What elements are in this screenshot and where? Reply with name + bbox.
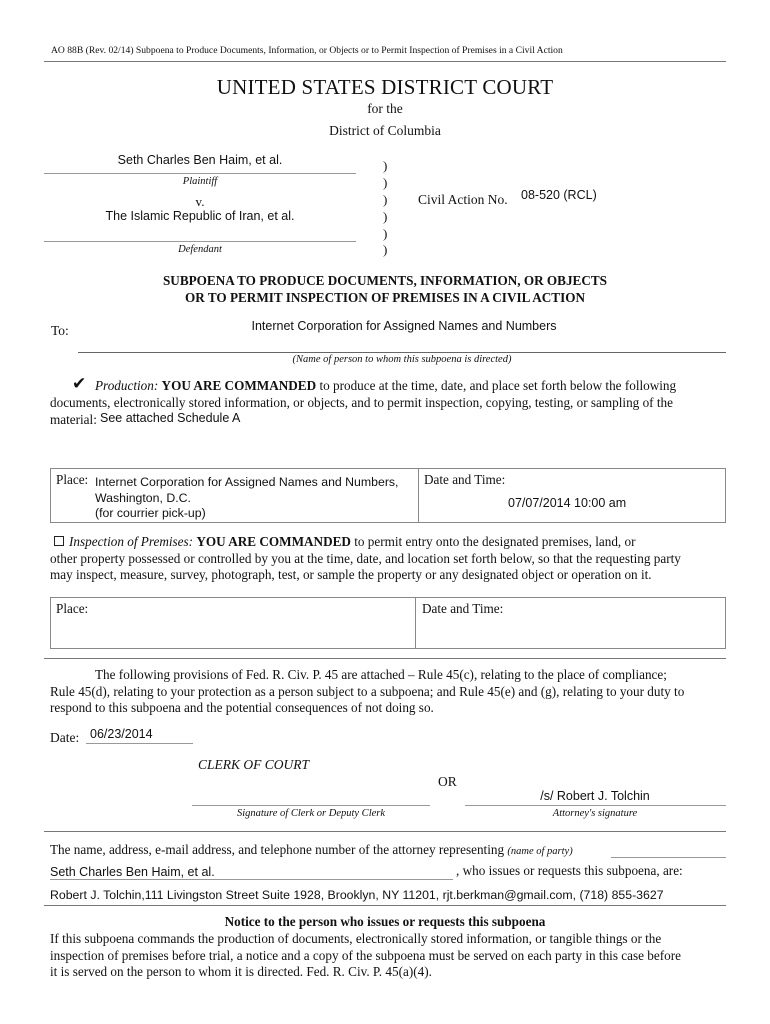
plaintiff-label: Plaintiff — [182, 176, 218, 187]
material-field[interactable]: See attached Schedule A — [100, 411, 241, 425]
clerk-signature-line — [192, 805, 430, 806]
inspection-place-box — [50, 597, 726, 649]
section-rule — [44, 905, 726, 906]
date-line — [86, 743, 193, 744]
to-label: To: — [51, 323, 69, 338]
plaintiff-field[interactable]: Seth Charles Ben Haim, et al. — [117, 153, 283, 167]
paren: ) — [383, 242, 388, 257]
subpoena-title-line2: OR TO PERMIT INSPECTION OF PREMISES IN A CIVIL ACTION — [185, 290, 585, 305]
section-rule — [44, 658, 726, 659]
paren: ) — [383, 209, 388, 224]
inspection-title: Inspection of Premises: — [69, 534, 194, 549]
name-of-party-hint: (name of party) — [507, 846, 573, 857]
place-line3: (for courrier pick-up) — [95, 506, 206, 520]
paren: ) — [383, 158, 388, 173]
material-label: material: — [50, 412, 97, 427]
attorney-signature-label: Attorney's signature — [552, 808, 638, 819]
place-label: Place: — [56, 472, 89, 487]
court-title: UNITED STATES DISTRICT COURT — [216, 75, 554, 99]
attorney-intro — [50, 842, 573, 858]
production-checkbox[interactable]: ✔ — [72, 374, 87, 393]
paren: ) — [383, 226, 388, 241]
civil-action-field[interactable]: 08-520 (RCL) — [521, 188, 597, 202]
notice-title: Notice to the person who issues or requests this subpoena — [224, 914, 546, 929]
defendant-label: Defendant — [178, 244, 222, 255]
place-line2: Washington, D.C. — [95, 490, 191, 505]
civil-action-label: Civil Action No. — [418, 192, 508, 207]
versus: v. — [195, 194, 205, 209]
party-line — [50, 879, 453, 880]
provisions-line2: Rule 45(d), relating to your protection as a person subject to a subpoena; and Rule 45(e) and (g), relating to your duty to — [50, 684, 685, 699]
provisions-line3: respond to this subpoena and the potential consequences of not doing so. — [50, 700, 434, 715]
inspection-line1 — [50, 534, 636, 550]
header-rule — [44, 61, 726, 62]
subpoena-title-line1: SUBPOENA TO PRODUCE DOCUMENTS, INFORMATION, OR OBJECTS — [162, 273, 608, 288]
date-label: Date: — [50, 730, 80, 745]
clerk-of-court: CLERK OF COURT — [198, 757, 310, 772]
inspection-line2: other property possessed or controlled by you at the time, date, and location set forth below, so that the requesting party — [50, 551, 681, 566]
notice-line1: If this subpoena commands the production of documents, electronically stored information, or tangible things or the — [50, 931, 662, 946]
production-line2: documents, electronically stored information, or objects, and to permit inspection, copying, testing, or sampling of the — [50, 395, 673, 410]
paren: ) — [383, 175, 388, 190]
notice-line2: inspection of premises before trial, a notice and a copy of the subpoena must be served on each party in this case before — [50, 948, 681, 963]
inspection-text1: to permit entry onto the designated premises, land, or — [350, 534, 636, 549]
party-line-top — [611, 857, 726, 858]
attorney-signature-field[interactable]: /s/ Robert J. Tolchin — [540, 789, 650, 803]
section-rule — [44, 831, 726, 832]
production-text1: to produce at the time, date, and place set forth below the following — [316, 378, 677, 393]
form-id: AO 88B (Rev. 02/14) Subpoena to Produce Documents, Information, or Objects or to Permit Inspection of Premises in a Civil Action — [51, 45, 563, 56]
issues-text: , who issues or requests this subpoena, are: — [456, 863, 683, 878]
production-line1 — [95, 378, 676, 394]
inspection-place-label: Place: — [56, 601, 89, 616]
plaintiff-line — [44, 173, 356, 174]
notice-line3: it is served on the person to whom it is directed. Fed. R. Civ. P. 45(a)(4). — [50, 964, 432, 979]
production-commanded: YOU ARE COMMANDED — [161, 378, 317, 393]
production-title: Production: — [95, 378, 159, 393]
provisions-line1: The following provisions of Fed. R. Civ. P. 45 are attached – Rule 45(c), relating to the place of compliance; — [95, 667, 667, 682]
attorney-contact-field[interactable]: Robert J. Tolchin,111 Livingston Street Suite 1928, Brooklyn, NY 11201, rjt.berkman@gmail.com, (718) 855-3627 — [50, 888, 664, 902]
inspection-checkbox[interactable] — [54, 536, 64, 546]
datetime-label: Date and Time: — [424, 472, 506, 487]
recipient-field[interactable]: Internet Corporation for Assigned Names and Numbers — [251, 319, 557, 333]
place-line1: Internet Corporation for Assigned Names and Numbers, — [95, 475, 399, 489]
inspection-commanded: YOU ARE COMMANDED — [196, 534, 351, 549]
or-label: OR — [438, 774, 457, 789]
inspection-box-divider — [415, 597, 416, 649]
production-box-divider — [418, 468, 419, 523]
inspection-line3: may inspect, measure, survey, photograph, test, or sample the property or any designated object or operation on it. — [50, 567, 652, 582]
recipient-hint: (Name of person to whom this subpoena is directed) — [292, 354, 512, 365]
party-field[interactable]: Seth Charles Ben Haim, et al. — [50, 865, 215, 879]
district: District of Columbia — [329, 123, 441, 138]
defendant-line — [44, 241, 356, 242]
inspection-datetime-label: Date and Time: — [422, 601, 504, 616]
for-the: for the — [367, 101, 403, 116]
date-field[interactable]: 06/23/2014 — [90, 727, 153, 741]
place-field[interactable] — [95, 475, 398, 522]
recipient-line — [78, 352, 726, 353]
clerk-signature-label: Signature of Clerk or Deputy Clerk — [236, 808, 386, 819]
datetime-field[interactable]: 07/07/2014 10:00 am — [508, 496, 627, 510]
attorney-intro-text: The name, address, e-mail address, and telephone number of the attorney representing — [50, 842, 505, 857]
paren: ) — [383, 192, 388, 207]
defendant-field[interactable]: The Islamic Republic of Iran, et al. — [105, 209, 295, 223]
attorney-signature-line — [465, 805, 726, 806]
